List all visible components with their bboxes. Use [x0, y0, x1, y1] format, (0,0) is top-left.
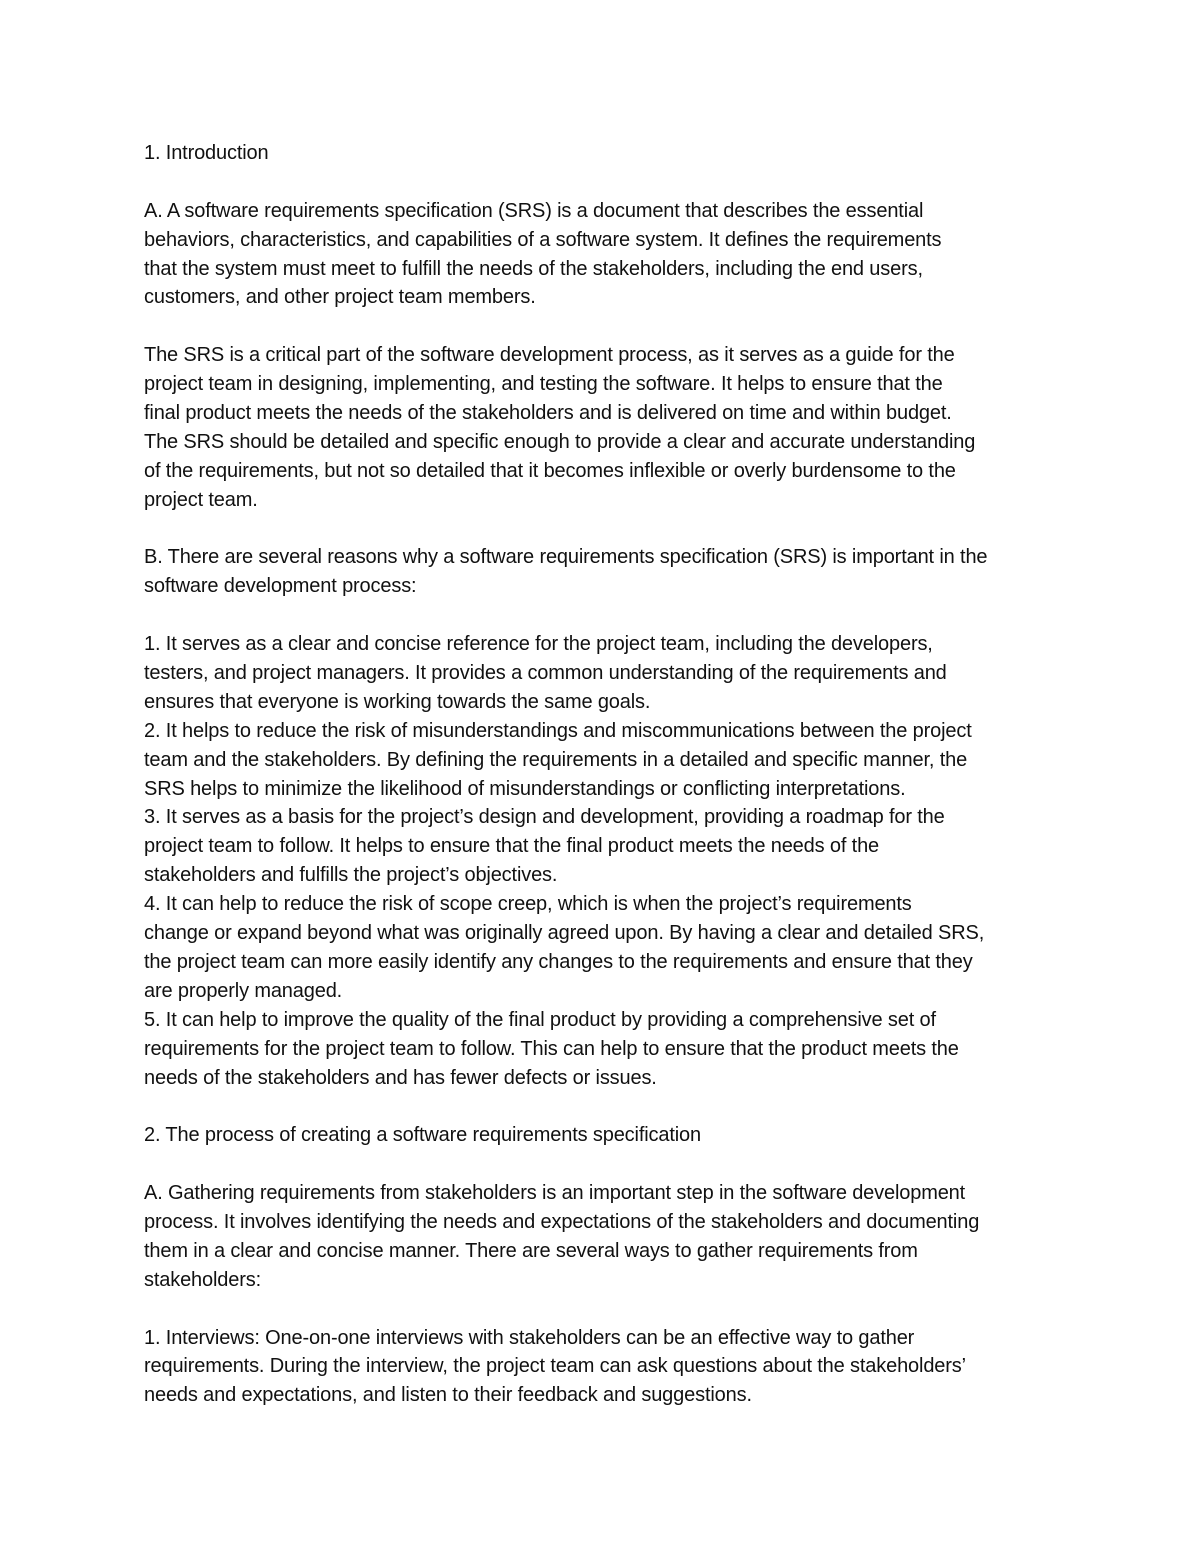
text-line: 3. It serves as a basis for the project’s design and development, providing a roadmap for the — [144, 806, 945, 829]
text-line: process. It involves identifying the needs and expectations of the stakeholders and documenting — [144, 1210, 980, 1233]
text-line: stakeholders and fulfills the project’s objectives. — [144, 864, 558, 887]
text-line: The SRS should be detailed and specific enough to provide a clear and accurate understanding — [144, 430, 976, 453]
paragraph-gap — [144, 601, 1060, 630]
text-line: stakeholders: — [144, 1268, 262, 1291]
text-line: final product meets the needs of the stakeholders and is delivered on time and within budget. — [144, 402, 952, 425]
section-heading-introduction: 1. Introduction — [144, 142, 269, 164]
list-item — [144, 630, 1060, 717]
text-line: them in a clear and concise manner. There are several ways to gather requirements from — [144, 1239, 918, 1262]
text-line: ensures that everyone is working towards the same goals. — [144, 690, 651, 713]
srs-importance-paragraph — [144, 341, 1060, 514]
paragraph-gap — [144, 1092, 1060, 1121]
paragraph-gap — [144, 1295, 1060, 1324]
text-line: 1. Interviews: One-on-one interviews with stakeholders can be an effective way to gather — [144, 1326, 915, 1349]
text-line: 2. It helps to reduce the risk of misunderstandings and miscommunications between the project — [144, 719, 972, 742]
text-line: project team. — [144, 488, 258, 511]
text-line: change or expand beyond what was originally agreed upon. By having a clear and detailed SRS, — [144, 922, 985, 945]
text-line: of the requirements, but not so detailed that it becomes inflexible or overly burdensome to the — [144, 459, 956, 482]
text-line: team and the stakeholders. By defining the requirements in a detailed and specific manner, the — [144, 748, 968, 771]
paragraph-gap — [144, 515, 1060, 544]
text-line: B. There are several reasons why a software requirements specification (SRS) is important in the — [144, 546, 988, 569]
text-line: requirements for the project team to follow. This can help to ensure that the product meets the — [144, 1037, 959, 1060]
paragraph-gap — [144, 312, 1060, 341]
text-line: customers, and other project team members. — [144, 286, 536, 309]
section-heading-process: 2. The process of creating a software requirements specification — [144, 1124, 701, 1147]
paragraph-gap — [144, 1150, 1060, 1179]
text-line: requirements. During the interview, the project team can ask questions about the stakeholders’ — [144, 1355, 966, 1378]
reasons-intro-paragraph — [144, 543, 1060, 601]
paragraph-gap — [144, 168, 1060, 197]
text-line: SRS helps to minimize the likelihood of misunderstandings or conflicting interpretations. — [144, 777, 906, 800]
text-line: needs and expectations, and listen to their feedback and suggestions. — [144, 1384, 752, 1407]
text-line: are properly managed. — [144, 979, 343, 1002]
list-item — [144, 803, 1060, 890]
list-item — [144, 1006, 1060, 1093]
methods-list — [144, 1324, 1060, 1411]
text-line: project team to follow. It helps to ensure that the final product meets the needs of the — [144, 835, 880, 858]
srs-definition-paragraph — [144, 197, 1060, 313]
text-line: A. A software requirements specification (SRS) is a document that describes the essential — [144, 199, 924, 222]
list-item — [144, 1324, 1060, 1411]
text-line: behaviors, characteristics, and capabilities of a software system. It defines the requirements — [144, 228, 942, 251]
text-line: A. Gathering requirements from stakeholders is an important step in the software development — [144, 1182, 966, 1205]
text-line: needs of the stakeholders and has fewer defects or issues. — [144, 1066, 657, 1089]
text-line: testers, and project managers. It provides a common understanding of the requirements and — [144, 662, 947, 685]
text-line: 4. It can help to reduce the risk of scope creep, which is when the project’s requirements — [144, 893, 912, 916]
gathering-requirements-paragraph — [144, 1179, 1060, 1295]
list-item — [144, 717, 1060, 804]
text-line: the project team can more easily identify any changes to the requirements and ensure that they — [144, 950, 973, 973]
reasons-list — [144, 630, 1060, 1092]
list-item — [144, 890, 1060, 1006]
text-line: that the system must meet to fulfill the needs of the stakeholders, including the end users, — [144, 257, 923, 280]
text-line: 1. It serves as a clear and concise reference for the project team, including the developers, — [144, 633, 933, 656]
text-line: The SRS is a critical part of the software development process, as it serves as a guide for the — [144, 344, 955, 367]
text-line: 5. It can help to improve the quality of the final product by providing a comprehensive set of — [144, 1008, 936, 1031]
text-line: software development process: — [144, 575, 417, 598]
text-line: project team in designing, implementing, and testing the software. It helps to ensure that the — [144, 373, 943, 396]
